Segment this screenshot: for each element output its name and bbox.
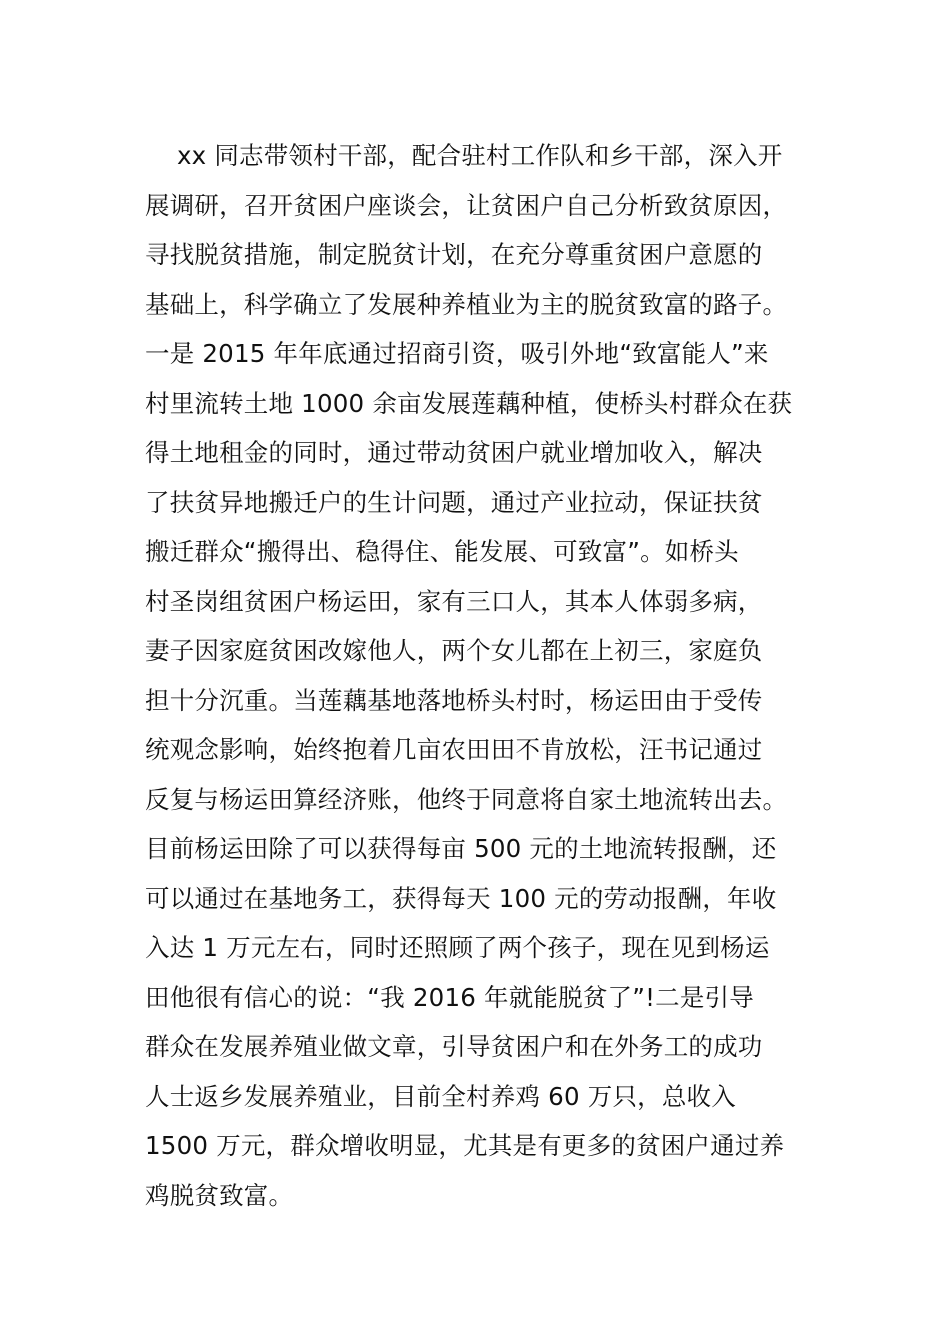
text-line: 统观念影响，始终抱着几亩农田田不肯放松，汪书记通过 — [145, 735, 763, 764]
text-line: 村圣岗组贫困户杨运田，家有三口人，其本人体弱多病， — [145, 586, 763, 616]
text-line: 展调研，召开贫困户座谈会，让贫困户自己分析致贫原因， — [145, 190, 788, 220]
text-line: 田他很有信心的说：“我 2016 年就能脱贫了”!二是引导 — [145, 982, 754, 1012]
text-line: 基础上，科学确立了发展种养植业为主的脱贫致富的路子。 — [145, 289, 788, 319]
text-line: 鸡脱贫致富。 — [145, 1180, 294, 1210]
text-line: 得土地租金的同时，通过带动贫困户就业增加收入，解决 — [145, 438, 763, 467]
text-line: 搬迁群众“搬得出、稳得住、能发展、可致富”。如桥头 — [145, 537, 739, 566]
text-line: 1500 万元，群众增收明显，尤其是有更多的贫困户通过养 — [145, 1131, 785, 1160]
text-line: 村里流转土地 1000 余亩发展莲藕种植，使桥头村群众在获 — [145, 388, 793, 418]
text-line: 人士返乡发展养殖业，目前全村养鸡 60 万只，总收入 — [145, 1081, 736, 1111]
text-line: 一是 2015 年年底通过招商引资，吸引外地“致富能人”来 — [145, 339, 769, 368]
body-paragraph — [145, 131, 825, 1220]
text-line: 了扶贫异地搬迁户的生计问题，通过产业拉动，保证扶贫 — [145, 487, 763, 517]
text-line: 担十分沉重。当莲藕基地落地桥头村时，杨运田由于受传 — [145, 685, 763, 715]
text-line: 可以通过在基地务工，获得每天 100 元的劳动报酬，年收 — [145, 883, 777, 913]
text-line: 寻找脱贫措施，制定脱贫计划，在充分尊重贫困户意愿的 — [145, 240, 763, 269]
text-line: 入达 1 万元左右，同时还照顾了两个孩子，现在见到杨运 — [145, 933, 770, 962]
text-line: 群众在发展养殖业做文章，引导贫困户和在外务工的成功 — [145, 1032, 763, 1061]
text-line: 反复与杨运田算经济账，他终于同意将自家土地流转出去。 — [145, 784, 788, 814]
text-line: xx 同志带领村干部，配合驻村工作队和乡干部，深入开 — [145, 141, 783, 170]
text-line: 目前杨运田除了可以获得每亩 500 元的土地流转报酬，还 — [145, 834, 777, 863]
text-line: 妻子因家庭贫困改嫁他人，两个女儿都在上初三，家庭负 — [145, 636, 763, 665]
